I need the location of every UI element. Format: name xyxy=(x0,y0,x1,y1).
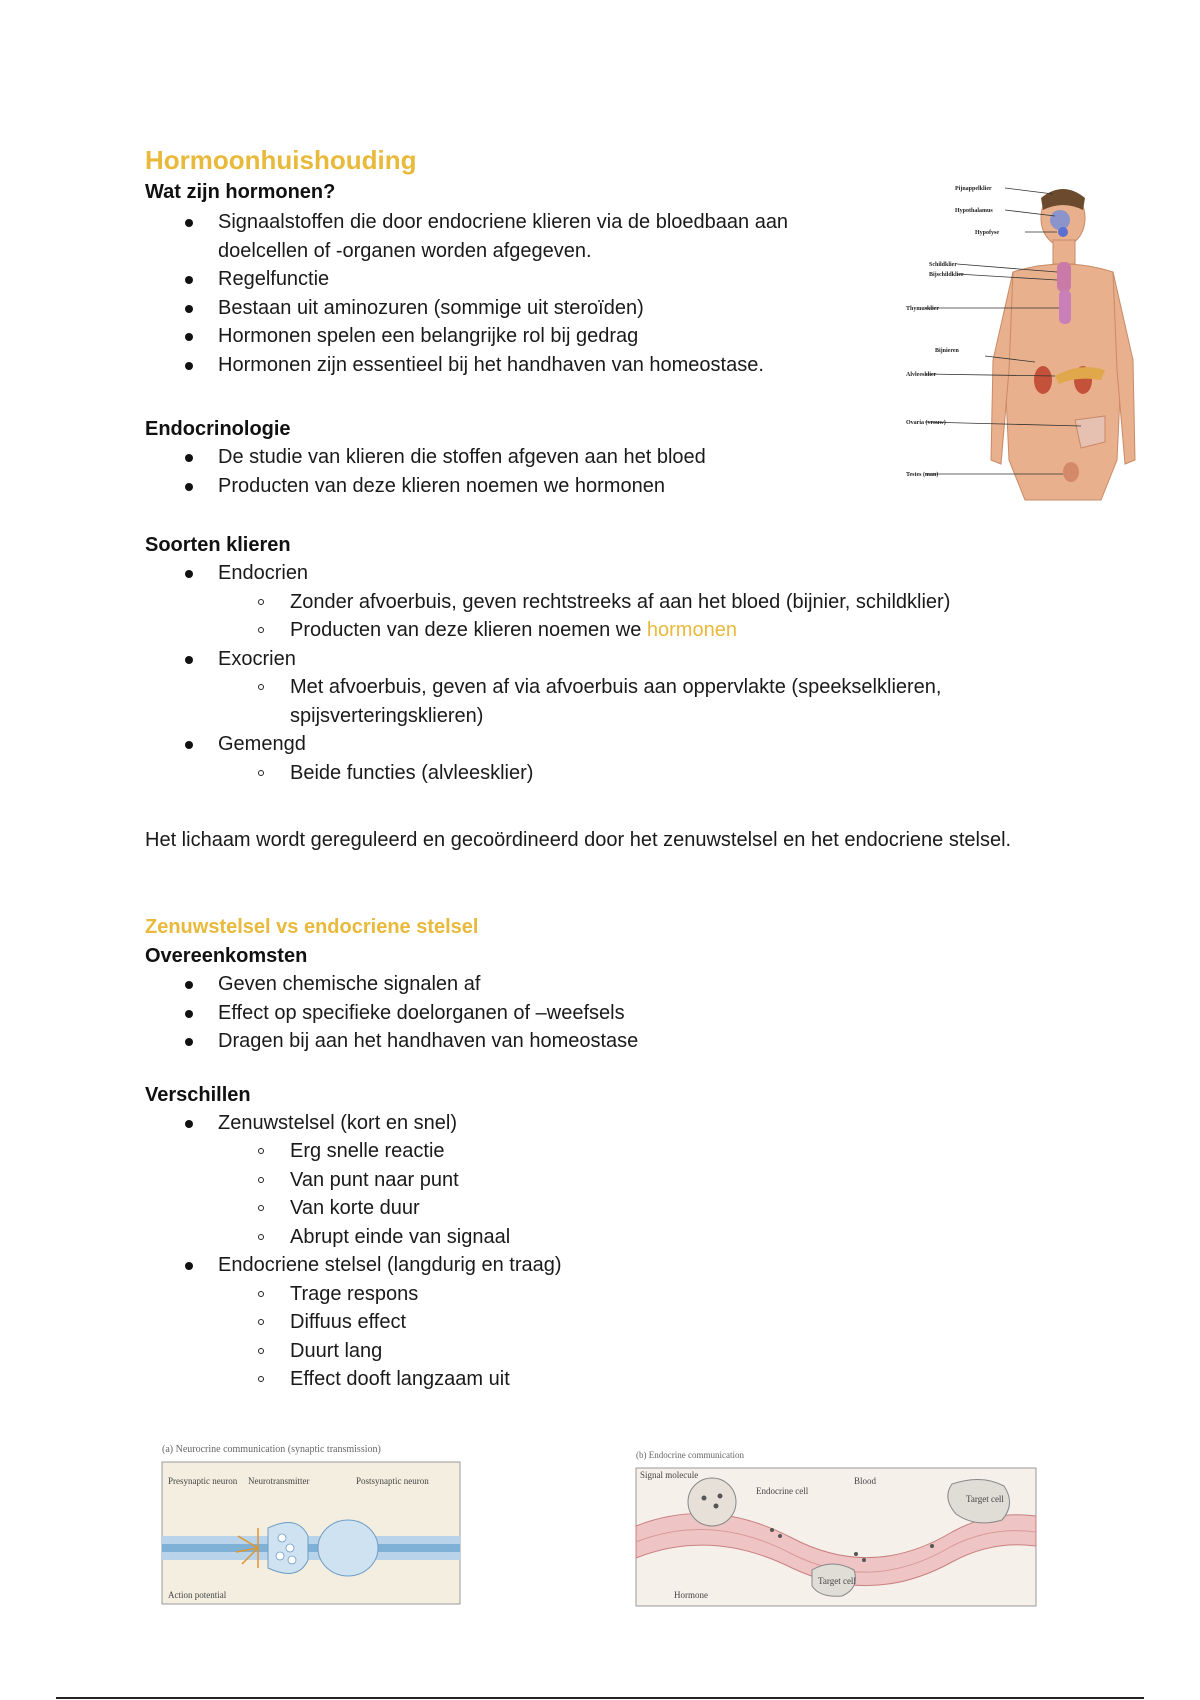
label-hormone: Hormone xyxy=(674,1590,708,1600)
label-signal-molecule: Signal molecule xyxy=(640,1470,699,1480)
list-item: Gemengd xyxy=(145,730,1065,759)
section-soorten-klieren xyxy=(145,534,1065,787)
sub-list-item: Abrupt einde van signaal xyxy=(145,1223,1065,1252)
section-heading: Endocrinologie xyxy=(145,418,291,440)
page-bottom-rule xyxy=(56,1697,1144,1699)
body-paragraph: Het lichaam wordt gereguleerd en gecoördineerd door het zenuwstelsel en het endocriene stelsel. xyxy=(145,829,1012,851)
sub-list-item: Erg snelle reactie xyxy=(145,1137,1065,1166)
label-target-cell: Target cell xyxy=(966,1494,1004,1504)
section-heading: Soorten klieren xyxy=(145,534,291,556)
sub-list-item: Effect dooft langzaam uit xyxy=(145,1365,1065,1394)
sub-list-item xyxy=(145,616,1065,645)
list-item: Endocrien xyxy=(145,559,1065,588)
label-endocrine-cell: Endocrine cell xyxy=(756,1486,809,1496)
section-zenuwstelsel-vs-endocrien xyxy=(145,916,1065,1394)
neurocrine-communication-figure xyxy=(158,1440,468,1610)
label-blood: Blood xyxy=(854,1476,877,1486)
list-item: Endocriene stelsel (langdurig en traag) xyxy=(145,1251,1065,1280)
label-neurotransmitter: Neurotransmitter xyxy=(248,1476,310,1486)
list-item: Zenuwstelsel (kort en snel) xyxy=(145,1109,1065,1138)
label-bijnieren: Bijnieren xyxy=(935,348,959,354)
section-heading: Verschillen xyxy=(145,1083,251,1106)
list-item: Producten van deze klieren noemen we hormonen xyxy=(145,472,1065,501)
sub-list-item: Beide functies (alvleesklier) xyxy=(145,759,1065,788)
sub-list-item: Duurt lang xyxy=(145,1337,1065,1366)
sub-list-item: Met afvoerbuis, geven af via afvoerbuis aan oppervlakte (speekselklieren, spijsverteringsklieren) xyxy=(145,673,1050,730)
page-title: Hormoonhuishouding xyxy=(145,145,417,175)
list-item: Regelfunctie xyxy=(145,265,865,294)
label-action-potential: Action potential xyxy=(168,1590,227,1600)
sub-list-item-text: Producten van deze klieren noemen we xyxy=(290,619,647,641)
highlighted-term: hormonen xyxy=(646,619,737,641)
list-item: Geven chemische signalen af xyxy=(145,970,1065,999)
list-item: Exocrien xyxy=(145,645,1065,674)
label-schildklier: Schildklier xyxy=(929,262,958,268)
list-item: Signaalstoffen die door endocriene klieren via de bloedbaan aan doelcellen of -organen worden afgegeven. xyxy=(145,208,865,265)
endocrine-communication-figure xyxy=(632,1446,1042,1610)
list-item: Dragen bij aan het handhaven van homeostase xyxy=(145,1027,1065,1056)
sub-list-item: Van korte duur xyxy=(145,1194,1065,1223)
sub-list-item: Zonder afvoerbuis, geven rechtstreeks af aan het bloed (bijnier, schildklier) xyxy=(145,588,1065,617)
list-item: De studie van klieren die stoffen afgeven aan het bloed xyxy=(145,443,1065,472)
label-ovaria: Ovaria (vrouw) xyxy=(906,420,946,426)
label-hypofyse: Hypofyse xyxy=(975,230,999,236)
list-item: Hormonen zijn essentieel bij het handhaven van homeostase. xyxy=(145,351,865,380)
figure-caption: (a) Neurocrine communication (synaptic transmission) xyxy=(162,1444,381,1455)
label-presynaptic: Presynaptic neuron xyxy=(168,1476,238,1486)
label-target-cell-2: Target cell xyxy=(818,1576,856,1586)
list-item: Bestaan uit aminozuren (sommige uit steroïden) xyxy=(145,294,865,323)
section-heading: Overeenkomsten xyxy=(145,945,308,967)
label-testes: Testes (man) xyxy=(906,472,939,478)
list-item: Effect op specifieke doelorganen of –weefsels xyxy=(145,999,1065,1028)
label-alvleesklier: Alvleesklier xyxy=(906,372,937,378)
label-thymusklier: Thymusklier xyxy=(906,306,940,312)
label-hypothalamus: Hypothalamus xyxy=(955,208,993,214)
section-heading: Wat zijn hormonen? xyxy=(145,181,336,203)
section-subtitle: Zenuwstelsel vs endocriene stelsel xyxy=(145,916,479,938)
label-pijnappelklier: Pijnappelklier xyxy=(955,186,992,192)
sub-list-item: Diffuus effect xyxy=(145,1308,1065,1337)
endocrine-body-figure xyxy=(905,180,1150,502)
sub-list-item: Trage respons xyxy=(145,1280,1065,1309)
list-item: Hormonen spelen een belangrijke rol bij gedrag xyxy=(145,322,865,351)
sub-list-item: Van punt naar punt xyxy=(145,1166,1065,1195)
label-postsynaptic: Postsynaptic neuron xyxy=(356,1476,429,1486)
figure-caption: (b) Endocrine communication xyxy=(636,1450,744,1460)
label-bijschildklier: Bijschildklier xyxy=(929,272,964,278)
